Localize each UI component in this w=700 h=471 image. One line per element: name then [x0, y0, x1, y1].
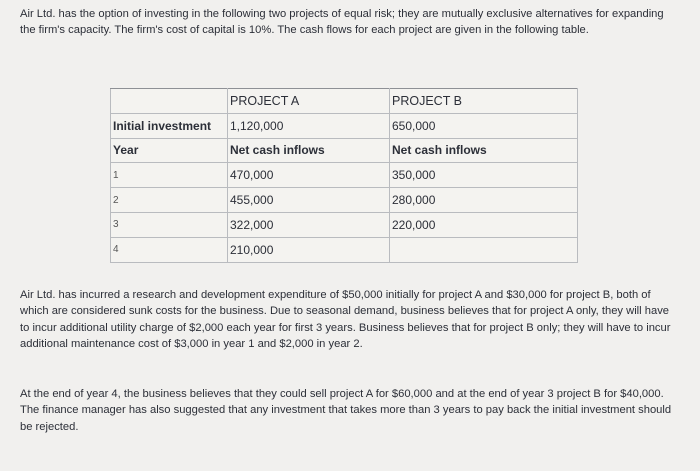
- inflow-a-cell: 322,000: [228, 212, 390, 237]
- year-cell: 1: [111, 163, 228, 188]
- initial-investment-b: 650,000: [390, 113, 578, 138]
- cash-flow-table: [110, 88, 578, 263]
- table-row: [111, 188, 578, 213]
- initial-investment-row: [111, 113, 578, 138]
- intro-paragraph: Air Ltd. has the option of investing in the following two projects of equal risk; they are mutually exclusive alternatives for expanding the firm's capacity. The firm's cost of capital is 10%. The cash flows for each project are given in the following table.: [20, 8, 664, 37]
- inflow-b-cell: 350,000: [390, 163, 578, 188]
- table-header-row: [111, 89, 578, 114]
- costs-paragraph: Air Ltd. has incurred a research and development expenditure of $50,000 initially for project A and $30,000 for project B, both of which are considered sunk costs for the business. Due to seasonal demand, business believes that for project A only, they will have to incur additional utility charge of $2,000 each year for first 3 years. Business believes that for project B only; they will have to incur additional maintenance cost of $3,000 in year 1 and $2,000 in year 2.: [20, 289, 671, 351]
- table-row: [111, 212, 578, 237]
- net-cash-inflows-label-b: Net cash inflows: [390, 138, 578, 163]
- inflow-a-cell: 210,000: [228, 237, 390, 262]
- inflow-b-cell: 220,000: [390, 212, 578, 237]
- inflow-b-cell: [390, 237, 578, 262]
- project-a-header: PROJECT A: [228, 89, 390, 114]
- inflow-b-cell: 280,000: [390, 188, 578, 213]
- year-header-row: [111, 138, 578, 163]
- salvage-paragraph: At the end of year 4, the business believes that they could sell project A for $60,000 and at the end of year 3 project B for $40,000. The finance manager has also suggested that any investment that takes more than 3 years to pay back the initial investment should be rejected.: [20, 388, 672, 433]
- year-cell: 2: [111, 188, 228, 213]
- project-b-header: PROJECT B: [390, 89, 578, 114]
- inflow-a-cell: 470,000: [228, 163, 390, 188]
- header-blank-cell: [111, 89, 228, 114]
- net-cash-inflows-label-a: Net cash inflows: [228, 138, 390, 163]
- year-cell: 3: [111, 212, 228, 237]
- initial-investment-a: 1,120,000: [228, 113, 390, 138]
- year-cell: 4: [111, 237, 228, 262]
- table-row: [111, 163, 578, 188]
- inflow-a-cell: 455,000: [228, 188, 390, 213]
- year-label: Year: [111, 138, 228, 163]
- initial-investment-label: Initial investment: [111, 113, 228, 138]
- table-row: [111, 237, 578, 262]
